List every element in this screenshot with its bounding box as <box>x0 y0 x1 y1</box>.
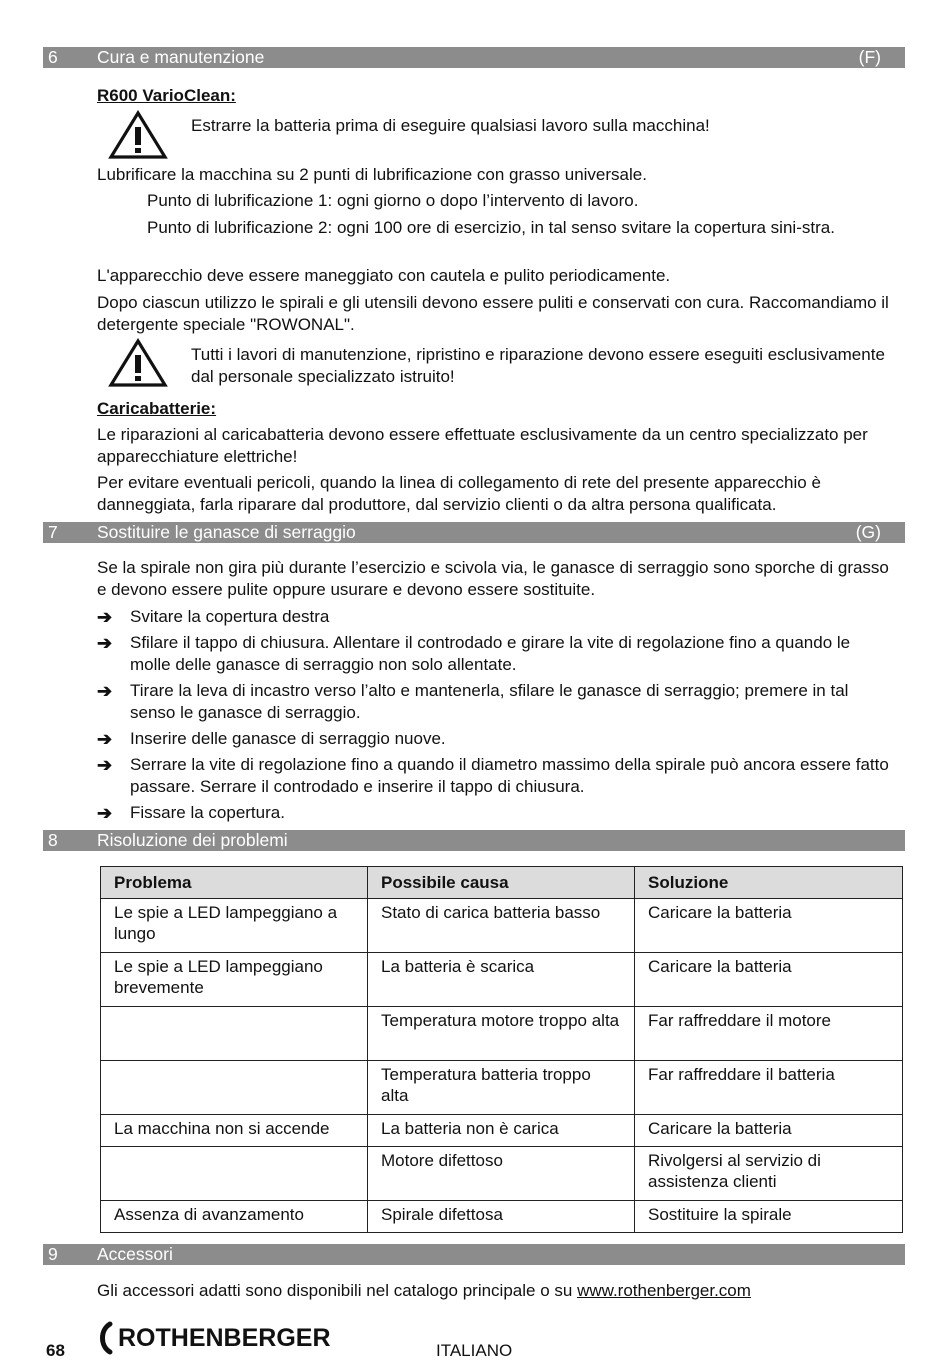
table-cell: Temperatura batteria troppo alta <box>368 1061 635 1115</box>
table-cell: Le spie a LED lampeggiano brevemente <box>101 953 368 1007</box>
table-cell: Assenza di avanzamento <box>101 1201 368 1233</box>
section-figure-code: (G) <box>855 522 881 542</box>
table-cell <box>101 1061 368 1115</box>
table-cell: Far raffreddare il batteria <box>635 1061 903 1115</box>
arrow-right-icon: ➔ <box>97 729 113 749</box>
table-cell <box>101 1147 368 1201</box>
table-cell: Caricare la batteria <box>635 953 903 1007</box>
table-cell: La batteria non è carica <box>368 1115 635 1147</box>
column-header: Soluzione <box>635 867 903 899</box>
step-text: Tirare la leva di incastro verso l’alto e mantenerla, sfilare le ganasce di serraggio; premere in tal senso le ganasce di serraggio. <box>130 681 849 722</box>
table-cell: Caricare la batteria <box>635 899 903 953</box>
column-header: Possibile causa <box>368 867 635 899</box>
accessories-text: Gli accessori adatti sono disponibili nel catalogo principale o su <box>97 1281 578 1300</box>
table-cell: Sostituire la spirale <box>635 1201 903 1233</box>
warning-triangle-icon <box>108 338 168 388</box>
paragraph-handling: L'apparecchio deve essere maneggiato con cautela e pulito periodicamente. <box>97 266 671 285</box>
section-header-7 <box>43 522 905 543</box>
language-label: ITALIANO <box>436 1341 513 1360</box>
column-header: Problema <box>101 867 368 899</box>
section-number: 9 <box>48 1244 58 1264</box>
troubleshooting-table <box>100 866 903 1233</box>
paragraph-jaws-intro: Se la spirale non gira più durante l’esercizio e scivola via, le ganasce di serraggio sono sporche di grasso e devono essere pulite oppure usurare e devono essere sostituite. <box>97 558 889 599</box>
table-header-row <box>101 867 903 899</box>
table-cell <box>101 1007 368 1061</box>
arrow-right-icon: ➔ <box>97 633 113 653</box>
subheading-varioclean: R600 VarioClean: <box>97 86 236 105</box>
table-row <box>101 1007 903 1061</box>
table-cell: Caricare la batteria <box>635 1115 903 1147</box>
website-link[interactable]: www.rothenberger.com <box>577 1281 751 1300</box>
section-title: Cura e manutenzione <box>97 47 265 67</box>
arrow-right-icon: ➔ <box>97 681 113 701</box>
table-cell: Stato di carica batteria basso <box>368 899 635 953</box>
section-header-6 <box>43 47 905 68</box>
section-number: 8 <box>48 830 58 850</box>
warning-text-maintenance: Tutti i lavori di manutenzione, ripristino e riparazione devono essere eseguiti esclusivamente dal personale specializzato istruito! <box>191 345 885 386</box>
rothenberger-logo <box>96 1318 356 1358</box>
table-row <box>101 1201 903 1233</box>
paragraph-lube-point-2: Punto di lubrificazione 2: ogni 100 ore di esercizio, in tal senso svitare la copertura sini-stra. <box>147 218 835 237</box>
section-number: 7 <box>48 522 58 542</box>
table-cell: La macchina non si accende <box>101 1115 368 1147</box>
section-title: Sostituire le ganasce di serraggio <box>97 522 356 542</box>
warning-text-battery: Estrarre la batteria prima di eseguire qualsiasi lavoro sulla macchina! <box>191 116 710 135</box>
table-row <box>101 899 903 953</box>
logo-wordmark: ROTHENBERGER <box>118 1324 331 1352</box>
section-number: 6 <box>48 47 58 67</box>
subheading-charger: Caricabatterie: <box>97 399 217 418</box>
table-cell: Spirale difettosa <box>368 1201 635 1233</box>
arrow-right-icon: ➔ <box>97 755 113 775</box>
section-header-8 <box>43 830 905 851</box>
page-number: 68 <box>46 1341 65 1360</box>
paragraph-lube-point-1: Punto di lubrificazione 1: ogni giorno o dopo l’intervento di lavoro. <box>147 191 639 210</box>
paragraph-accessories <box>97 1280 902 1302</box>
table-cell: Le spie a LED lampeggiano a lungo <box>101 899 368 953</box>
step-text: Inserire delle ganasce di serraggio nuove. <box>130 729 446 748</box>
table-cell: Far raffreddare il motore <box>635 1007 903 1061</box>
warning-triangle-icon <box>108 110 168 160</box>
paragraph-lubrication: Lubrificare la macchina su 2 punti di lubrificazione con grasso universale. <box>97 165 647 184</box>
table-row <box>101 1147 903 1201</box>
step-text: Fissare la copertura. <box>130 803 285 822</box>
step-text: Sfilare il tappo di chiusura. Allentare il controdado e girare la vite di regolazione fino a quando le molle delle ganasce di serraggio non solo allentate. <box>130 633 851 674</box>
table-cell: La batteria è scarica <box>368 953 635 1007</box>
step-text: Serrare la vite di regolazione fino a quando il diametro massimo della spirale può ancora essere fatto passare. Serrare il controdado e inserire il tappo di chiusura. <box>130 755 889 796</box>
table-row <box>101 953 903 1007</box>
section-title: Risoluzione dei problemi <box>97 830 288 850</box>
table-cell: Motore difettoso <box>368 1147 635 1201</box>
paragraph-cable-danger: Per evitare eventuali pericoli, quando la linea di collegamento di rete del presente apparecchio è danneggiata, farla riparare dal produttore, dal servizio clienti o da altra persona qualificata. <box>97 473 821 514</box>
section-title: Accessori <box>97 1244 173 1264</box>
table-cell: Rivolgersi al servizio di assistenza clienti <box>635 1147 903 1201</box>
table-row <box>101 1061 903 1115</box>
paragraph-cleaning: Dopo ciascun utilizzo le spirali e gli utensili devono essere puliti e conservati con cura. Raccomandiamo il detergente speciale "ROWONAL". <box>97 293 889 334</box>
table-cell: Temperatura motore troppo alta <box>368 1007 635 1061</box>
step-text: Svitare la copertura destra <box>130 607 330 626</box>
paragraph-charger-repair: Le riparazioni al caricabatteria devono essere effettuate esclusivamente da un centro specializzato per apparecchiature elettriche! <box>97 425 868 466</box>
arrow-right-icon: ➔ <box>97 803 113 823</box>
table-row <box>101 1115 903 1147</box>
section-figure-code: (F) <box>858 47 881 67</box>
arrow-right-icon: ➔ <box>97 607 113 627</box>
section-header-9 <box>43 1244 905 1265</box>
